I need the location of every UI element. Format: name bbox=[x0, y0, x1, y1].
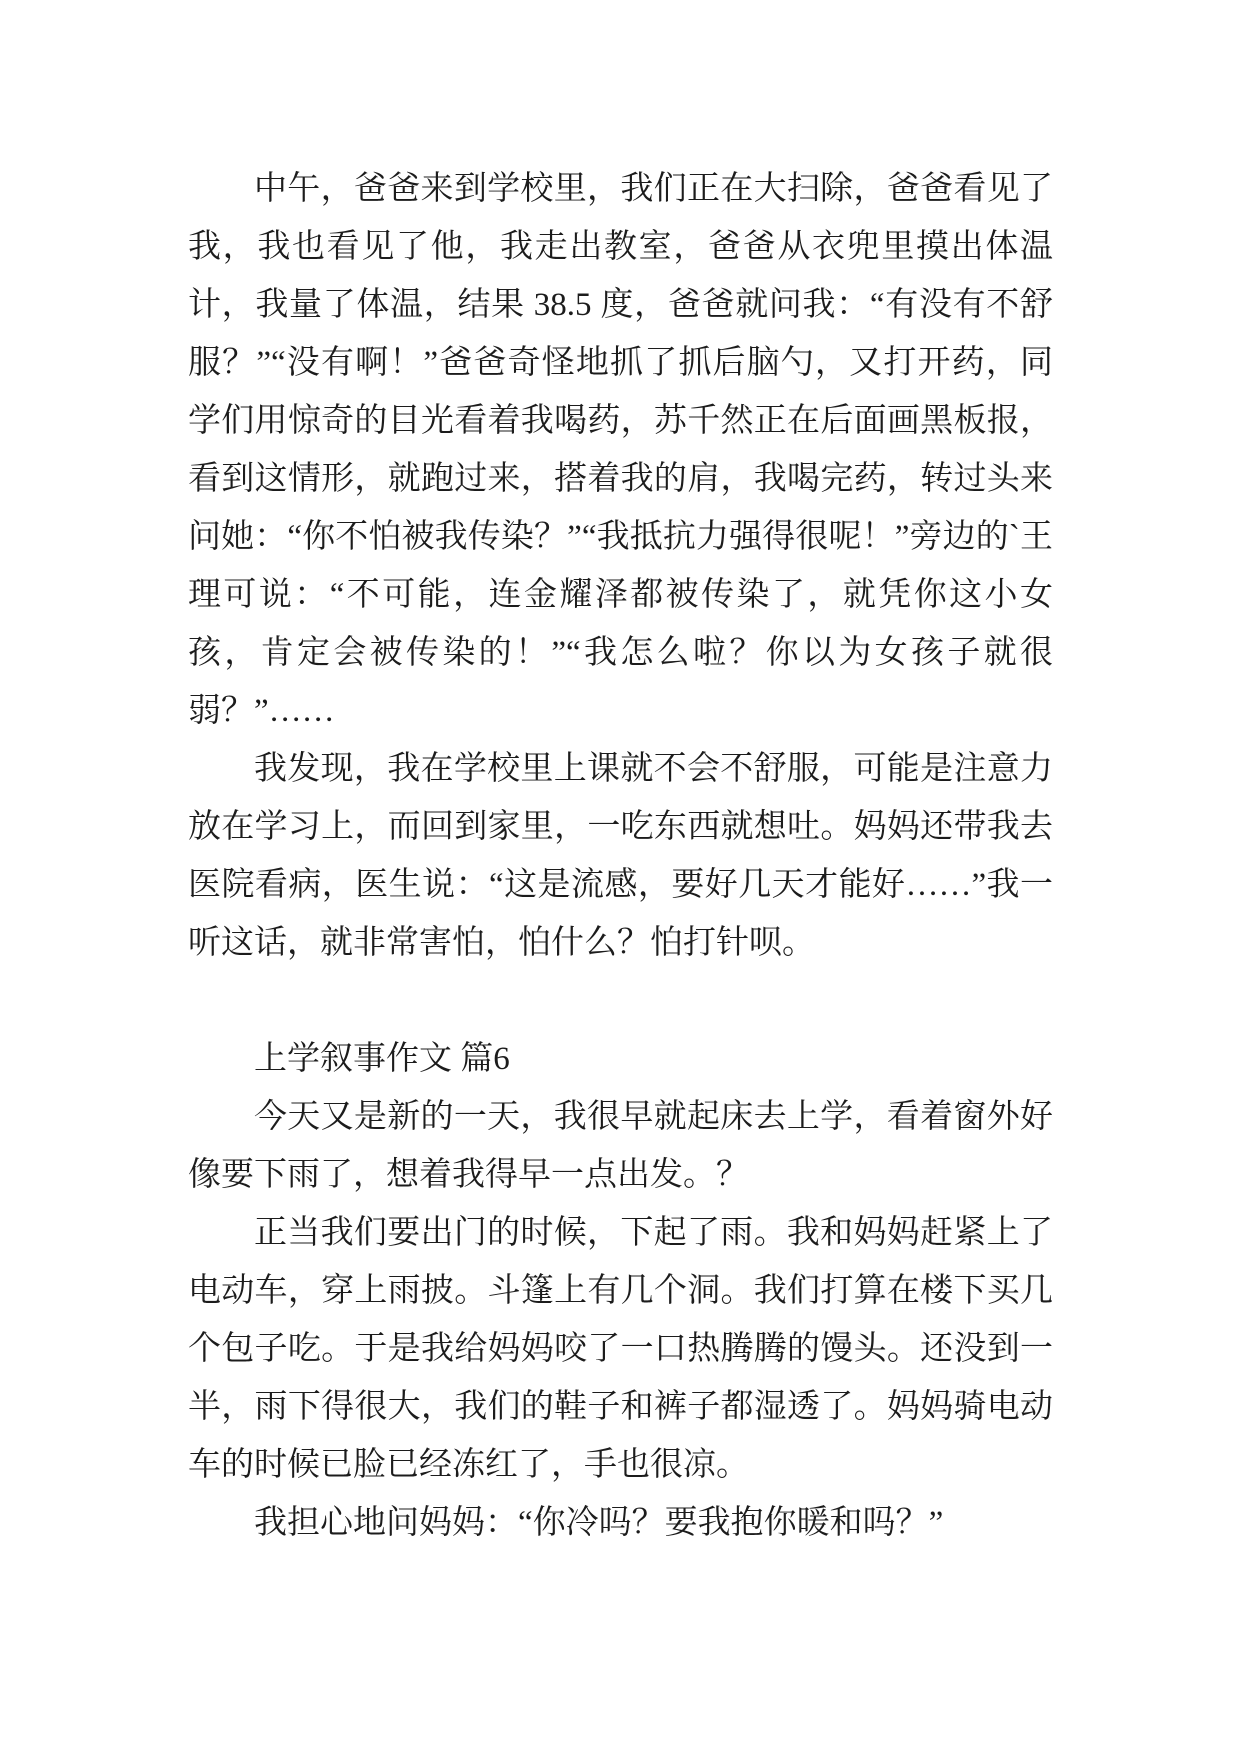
essay-paragraph: 正当我们要出门的时候，下起了雨。我和妈妈赶紧上了电动车，穿上雨披。斗篷上有几个洞。我们打算在楼下买几个包子吃。于是我给妈妈咬了一口热腾腾的馒头。还没到一半，雨下得很大，我们的鞋子和裤子都湿透了。妈妈骑电动车的时候已脸已经冻红了，手也很凉。 bbox=[188, 1215, 1053, 1483]
essay-paragraph: 我发现，我在学校里上课就不会不舒服，可能是注意力放在学习上，而回到家里，一吃东西就想吐。妈妈还带我去医院看病，医生说：“这是流感，要好几天才能好……”我一听这话，就非常害怕，怕什么？怕打针呗。 bbox=[188, 751, 1053, 961]
essay-paragraph: 中午，爸爸来到学校里，我们正在大扫除，爸爸看见了我，我也看见了他，我走出教室，爸爸从衣兜里摸出体温计，我量了体温，结果 38.5 度，爸爸就问我：“有没有不舒服？”“没有啊！”爸爸奇怪地抓了抓后脑勺，又打开药，同学们用惊奇的目光看着我喝药，苏千然正在后面画黑板报，看到这情形，就跑过来，搭着我的肩，我喝完药，转过头来问她：“你不怕被我传染？”“我抵抗力强得很呢！”旁边的`王理可说：“不可能，连金耀泽都被传染了，就凭你这小女孩，肯定会被传染的！”“我怎么啦？你以为女孩子就很弱？”…… bbox=[188, 171, 1053, 729]
essay-paragraph: 今天又是新的一天，我很早就起床去上学，看着窗外好像要下雨了，想着我得早一点出发。？ bbox=[188, 1099, 1053, 1193]
essay-paragraph: 我担心地问妈妈：“你冷吗？要我抱你暖和吗？” bbox=[254, 1505, 944, 1541]
document-body bbox=[188, 160, 1053, 1552]
section-heading: 上学叙事作文 篇6 bbox=[254, 1041, 510, 1077]
